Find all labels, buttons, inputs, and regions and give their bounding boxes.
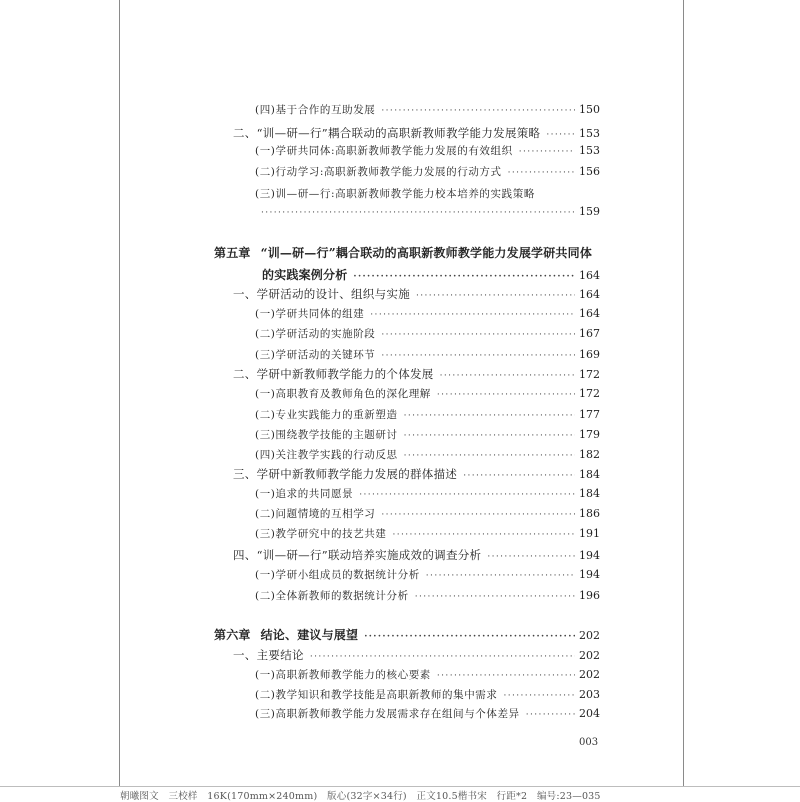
toc-page-number: 184	[579, 487, 600, 500]
toc-page-number: 156	[579, 165, 600, 178]
toc-section-entry	[233, 126, 600, 142]
toc-page-number: 164	[579, 307, 600, 320]
toc-leader-dots	[416, 289, 575, 303]
toc-entry-title: (三)高职新教师教学能力发展需求存在组间与个体差异	[255, 708, 520, 720]
toc-page-number: 177	[579, 408, 600, 421]
toc-leader-dots	[437, 388, 575, 402]
toc-page-number: 202	[579, 668, 600, 681]
toc-page-number: 159	[579, 205, 600, 218]
toc-page-number: 202	[579, 629, 600, 642]
toc-entry-title: (三)训—研—行:高职新教师教学能力校本培养的实践策略	[255, 188, 535, 200]
toc-section-entry	[233, 287, 600, 303]
toc-subsection-entry	[255, 568, 600, 583]
toc-leader-dots	[463, 469, 575, 483]
page-number: 003	[579, 737, 599, 748]
toc-entry-title: (一)高职教育及教师角色的深化理解	[255, 388, 431, 400]
toc-entry-title: 二、学研中新教师教学能力的个体发展	[233, 367, 434, 381]
toc-page-number: 167	[579, 327, 600, 340]
toc-entry-title: (三)学研活动的关键环节	[255, 349, 376, 361]
toc-leader-dots	[364, 630, 575, 644]
toc-leader-dots	[393, 528, 576, 542]
toc-page-number: 164	[579, 269, 600, 282]
toc-subsection-entry	[255, 668, 600, 683]
toc-page-number: 164	[579, 288, 600, 301]
toc-leader-dots	[404, 429, 575, 443]
toc-chapter-label: 第六章	[214, 628, 251, 642]
toc-leader-dots	[359, 488, 575, 502]
toc-page-number: 204	[579, 707, 600, 720]
toc-subsection-entry	[255, 408, 600, 423]
toc-leader-dots	[519, 145, 575, 159]
left-margin-line	[119, 0, 120, 786]
toc-entry-title: 的实践案例分析	[262, 268, 348, 282]
toc-subsection-entry	[255, 688, 600, 703]
toc-entry-title: (二)学研活动的实施阶段	[255, 328, 376, 340]
toc-page-number: 153	[579, 144, 600, 157]
toc-entry-title: (四)关注教学实践的行动反思	[255, 449, 398, 461]
toc-leader-dots	[546, 128, 575, 142]
toc-page-number: 179	[579, 428, 600, 441]
toc-entry-title: (二)问题情境的互相学习	[255, 508, 376, 520]
toc-entry-title: (二)教学知识和教学技能是高职新教师的集中需求	[255, 689, 498, 701]
toc-subsection-entry	[255, 187, 600, 201]
toc-leader-dots	[415, 590, 575, 604]
toc-entry-title: (二)全体新教师的数据统计分析	[255, 590, 409, 602]
bottom-rule	[0, 786, 800, 787]
toc-page-number: 194	[579, 549, 600, 562]
toc-page-number: 186	[579, 507, 600, 520]
toc-subsection-entry	[255, 448, 600, 463]
toc-entry-title: (三)围绕教学技能的主题研讨	[255, 429, 398, 441]
toc-page-number: 191	[579, 527, 600, 540]
toc-page-number: 184	[579, 468, 600, 481]
toc-section-entry	[233, 548, 600, 564]
toc-leader-dots	[426, 569, 575, 583]
toc-leader-dots	[381, 508, 575, 522]
right-margin-line	[683, 0, 684, 786]
toc-entry-title: (一)学研共同体的组建	[255, 308, 365, 320]
toc-subsection-entry	[255, 527, 600, 542]
toc-chapter-entry	[214, 246, 600, 260]
toc-subsection-entry	[255, 307, 600, 322]
toc-page-number: 182	[579, 448, 600, 461]
toc-chapter-entry	[214, 628, 600, 644]
printer-footer: 朝曦图文 三校样 16K(170mm×240mm) 版心(32字×34行) 正文10.5楷书宋 行距*2 编号:23—035	[120, 791, 601, 802]
toc-leader-dots	[526, 708, 575, 722]
toc-subsection-entry	[255, 707, 600, 722]
toc-entry-title: (三)教学研究中的技艺共建	[255, 528, 387, 540]
toc-entry-title: (一)追求的共同愿景	[255, 488, 354, 500]
toc-leader-dots	[261, 206, 575, 220]
toc-page-number: 202	[579, 649, 600, 662]
toc-page-number: 172	[579, 368, 600, 381]
toc-leader-dots	[508, 166, 575, 180]
toc-subsection-entry	[255, 589, 600, 604]
toc-entry-title: (一)学研小组成员的数据统计分析	[255, 569, 420, 581]
toc-entry-title: (一)高职新教师教学能力的核心要素	[255, 669, 431, 681]
toc-leader-dots	[310, 650, 575, 664]
toc-page-number: 172	[579, 387, 600, 400]
toc-leader-dots	[487, 550, 575, 564]
toc-entry-title: “训—研—行”耦合联动的高职新教师教学能力发展学研共同体	[260, 246, 593, 260]
toc-page-number: 194	[579, 568, 600, 581]
toc-subsection-entry	[255, 428, 600, 443]
toc-page-number: 203	[579, 688, 600, 701]
toc-entry-title: (一)学研共同体:高职新教师教学能力发展的有效组织	[255, 145, 513, 157]
toc-page-number: 153	[579, 127, 600, 140]
toc-leader-dots	[381, 349, 575, 363]
toc-leader-dots	[381, 328, 575, 342]
toc-subsection-entry	[255, 348, 600, 363]
toc-subsection-entry	[255, 487, 600, 502]
toc-entry-title: (二)专业实践能力的重新塑造	[255, 409, 398, 421]
toc-entry-title: 一、主要结论	[233, 648, 304, 662]
toc-entry-title: 二、“训—研—行”耦合联动的高职新教师教学能力发展策略	[233, 126, 541, 140]
toc-entry-title: (四)基于合作的互助发展	[255, 104, 376, 116]
toc-subsection-entry	[255, 165, 600, 180]
toc-leader-dots	[404, 449, 575, 463]
toc-chapter-entry	[262, 268, 600, 284]
toc-entry-title: (二)行动学习:高职新教师教学能力发展的行动方式	[255, 166, 502, 178]
toc-leader-dots	[437, 669, 575, 683]
toc-section-entry	[233, 648, 600, 664]
toc-subsection-entry	[255, 327, 600, 342]
toc-page-number: 196	[579, 589, 600, 602]
toc-subsection-entry	[255, 507, 600, 522]
toc-leader-dots	[404, 409, 575, 423]
toc-subsection-entry	[255, 205, 600, 220]
toc-entry-title: 结论、建议与展望	[260, 628, 359, 642]
toc-leader-dots	[440, 369, 575, 383]
toc-subsection-entry	[255, 103, 600, 118]
toc-entry-title: 三、学研中新教师教学能力发展的群体描述	[233, 467, 458, 481]
toc-page-number: 150	[579, 103, 600, 116]
toc-leader-dots	[381, 104, 575, 118]
toc-chapter-label: 第五章	[214, 246, 251, 260]
toc-page-number: 169	[579, 348, 600, 361]
toc-section-entry	[233, 367, 600, 383]
toc-leader-dots	[504, 689, 576, 703]
toc-entry-title: 四、“训—研—行”联动培养实施成效的调查分析	[233, 548, 482, 562]
toc-subsection-entry	[255, 144, 600, 159]
toc-subsection-entry	[255, 387, 600, 402]
toc-leader-dots	[370, 308, 575, 322]
toc-section-entry	[233, 467, 600, 483]
toc-entry-title: 一、学研活动的设计、组织与实施	[233, 287, 410, 301]
toc-leader-dots	[353, 270, 575, 284]
